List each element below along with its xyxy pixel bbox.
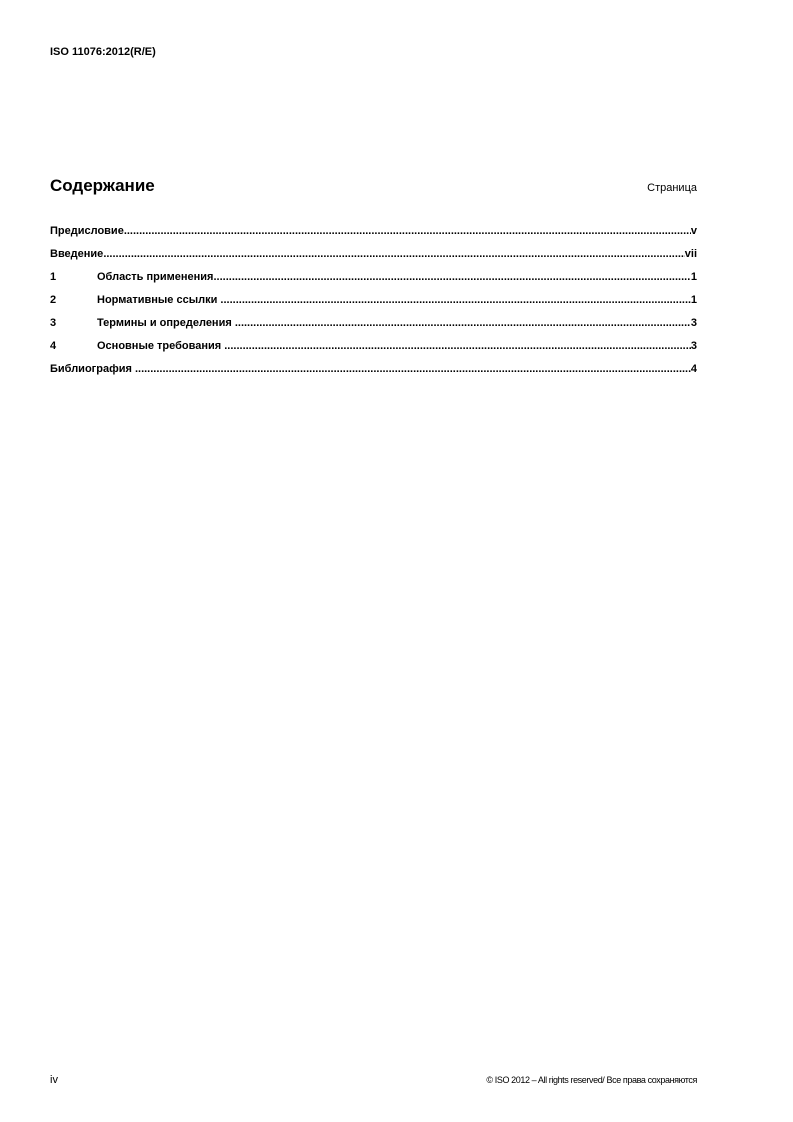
toc-entry-number: 3 [50, 317, 57, 329]
toc-entry-label: Основные требования [97, 340, 225, 352]
toc-entry-page: 3 [690, 340, 697, 352]
toc-entry-number: 1 [50, 271, 57, 283]
toc-entry-label: Нормативные ссылки [97, 294, 221, 306]
footer-copyright: © ISO 2012 – All rights reserved/ Все права сохраняются [486, 1075, 697, 1085]
toc-entry-page: 1 [690, 294, 697, 306]
dot-leader [213, 271, 690, 283]
dot-leader [235, 317, 691, 329]
footer-page-number: iv [50, 1074, 58, 1086]
toc-page-column-label: Страница [647, 182, 697, 194]
toc-heading-row [50, 176, 697, 196]
toc-entry-page: 1 [690, 271, 697, 283]
toc-entry-normative-references[interactable] [50, 294, 697, 317]
toc-entry-page: vii [684, 248, 697, 260]
toc-entry-page: 4 [690, 363, 697, 375]
table-of-contents [50, 225, 697, 386]
toc-entry-label: Библиография [50, 363, 135, 375]
toc-entry-label: Предисловие [50, 225, 124, 237]
toc-entry-number: 2 [50, 294, 57, 306]
toc-entry-page: 3 [690, 317, 697, 329]
dot-leader [220, 294, 690, 306]
toc-entry-page: v [690, 225, 697, 237]
toc-entry-foreword[interactable] [50, 225, 697, 248]
dot-leader [224, 340, 691, 352]
toc-entry-label: Термины и определения [97, 317, 235, 329]
toc-entry-number: 4 [50, 340, 57, 352]
toc-entry-scope[interactable] [50, 271, 697, 294]
toc-entry-terms-and-definitions[interactable] [50, 317, 697, 340]
dot-leader [103, 248, 684, 260]
toc-entry-label: Введение [50, 248, 104, 260]
dot-leader [135, 363, 691, 375]
dot-leader [124, 225, 691, 237]
toc-entry-basic-requirements[interactable] [50, 340, 697, 363]
toc-entry-introduction[interactable] [50, 248, 697, 271]
document-id-header: ISO 11076:2012(R/E) [50, 46, 156, 58]
toc-entry-bibliography[interactable] [50, 363, 697, 386]
toc-entry-label: Область применения [97, 271, 214, 283]
toc-title: Содержание [50, 176, 155, 195]
